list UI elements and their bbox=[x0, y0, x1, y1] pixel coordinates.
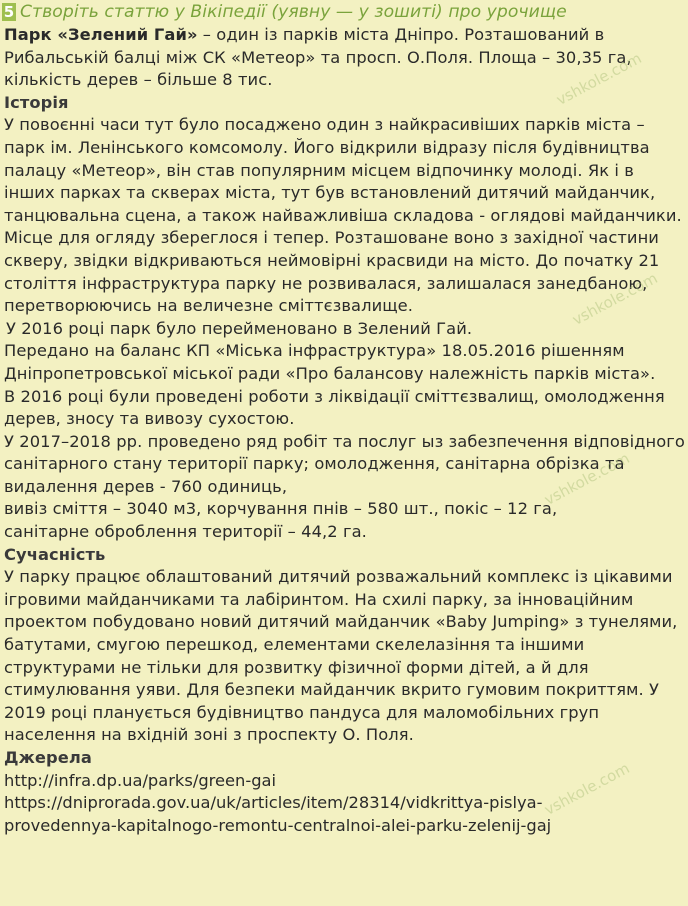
modern-heading: Сучасність bbox=[4, 544, 106, 564]
task-header bbox=[0, 0, 688, 24]
history-paragraph-6: вивіз сміття – 3040 м3, корчування пнів – 580 шт., покіс – 12 га, bbox=[4, 499, 558, 519]
watermark: vshkole.com bbox=[541, 759, 633, 819]
history-paragraph-7: санітарне оброблення території – 44,2 га. bbox=[4, 522, 367, 542]
watermark: vshkole.com bbox=[569, 269, 661, 329]
history-heading: Історія bbox=[4, 92, 69, 112]
task-text: Створіть статтю у Вікіпедії (уявну — у зошиті) про урочище bbox=[20, 2, 567, 22]
source-link-2-line-1[interactable]: https://dniprorada.gov.ua/uk/articles/item/28314/vidkrittya-pislya- bbox=[4, 793, 543, 813]
history-paragraph-5: У 2017–2018 рр. проведено ряд робіт та послуг ыз забезпечення відповідного санітарного стану території парку; омолодження, санітарна обрізка та видалення дерев - 760 одиниць, bbox=[4, 431, 685, 496]
history-paragraph-4: В 2016 році були проведені роботи з ліквідації сміттєзвалищ, омолодження дерев, зносу та вивозу сухостою. bbox=[4, 386, 665, 429]
source-link-1[interactable]: http://infra.dp.ua/parks/green-gai bbox=[4, 770, 277, 790]
article-intro-text: – один із парків міста Дніпро. Розташований в Рибальській балці між СК «Метеор» та просп. О.Поля. Площа – 30,35 га, кількість дерев – більше 8 тис. bbox=[4, 25, 632, 90]
article-body bbox=[0, 24, 688, 837]
history-paragraph-2: У 2016 році парк було перейменовано в Зелений Гай. bbox=[6, 318, 473, 338]
article-intro bbox=[4, 24, 688, 92]
watermark: vshkole.com bbox=[553, 49, 645, 109]
history-paragraph-3: Передано на баланс КП «Міська інфраструктура» 18.05.2016 рішенням Дніпропетровської міської ради «Про балансову належність парків міста». bbox=[4, 341, 656, 383]
sources-heading: Джерела bbox=[4, 748, 92, 767]
task-number-badge: 5 bbox=[3, 3, 15, 21]
history-paragraph-1: У повоєнні часи тут було посаджено один з найкрасивіших парків міста – парк ім. Ленінського комсомолу. Його відкрили відразу після будівництва палацу «Метеор», він став популярним місцем відпочинку молоді. Як і в інших парках та скверах міста, тут був встановлений дитячий майданчик, танцювальна сцена, а також найважливіша складова - оглядові майданчики. Місце для огляду збереглося і тепер. Розташоване воно з західної частини скверу, звідки відкриваються неймовірні красвиди на місто. До початку 21 століття інфраструктура парку не розвивалася, залишалася занедбаною, перетворюючись на величезне сміттєзвалище. bbox=[4, 115, 682, 316]
watermark: vshkole.com bbox=[541, 449, 633, 509]
article-title: Парк «Зелений Гай» bbox=[4, 25, 198, 44]
source-link-2-line-2[interactable]: provedennya-kapitalnogo-remontu-centralnoi-alei-parku-zelenij-gaj bbox=[4, 815, 552, 835]
modern-paragraph: У парку працює облаштований дитячий розважальний комплекс із цікавими ігровими майданчиками та лабіринтом. На схилі парку, за інноваційним проектом побудовано новий дитячий майданчик «Baby Jumping» з тунелями, батутами, смугою перешкод, елементами скелелазіння та іншими структурами не тільки для розвитку фізичної форми дітей, а й для стимулювання уяви. Для безпеки майданчик вкрито гумовим покриттям. У 2019 році планується будівництво пандуса для маломобільних груп населення на вхідній зоні з проспекту О. Поля. bbox=[4, 567, 678, 745]
